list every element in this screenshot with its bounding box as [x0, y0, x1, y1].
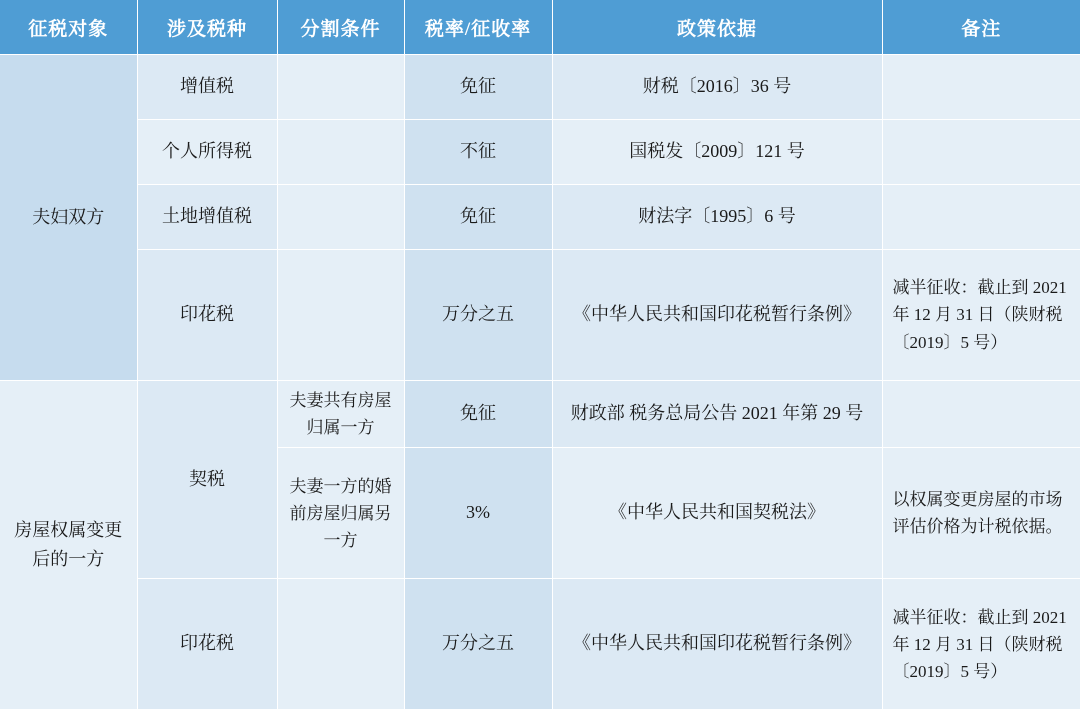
- cell-rate: 免征: [404, 55, 552, 120]
- cell-remark: [882, 120, 1080, 185]
- cell-rate: 万分之五: [404, 579, 552, 710]
- cell-remark: [882, 185, 1080, 250]
- cell-remark: 以权属变更房屋的市场评估价格为计税依据。: [882, 448, 1080, 579]
- table-row: [0, 250, 1080, 381]
- cell-policy-basis: 国税发〔2009〕121 号: [552, 120, 882, 185]
- table-row: [0, 55, 1080, 120]
- table-header-row: [0, 0, 1080, 55]
- group-label-transferee: 房屋权属变更后的一方: [0, 381, 137, 710]
- column-header-object: 征税对象: [0, 0, 137, 55]
- cell-policy-basis: 财法字〔1995〕6 号: [552, 185, 882, 250]
- cell-policy-basis: 财政部 税务总局公告 2021 年第 29 号: [552, 381, 882, 448]
- cell-tax-type: 增值税: [137, 55, 277, 120]
- cell-split-condition: [277, 185, 404, 250]
- cell-split-condition: [277, 120, 404, 185]
- cell-tax-type: 土地增值税: [137, 185, 277, 250]
- cell-split-condition: [277, 579, 404, 710]
- group-label-spouses: 夫妇双方: [0, 55, 137, 381]
- cell-policy-basis: 《中华人民共和国契税法》: [552, 448, 882, 579]
- table-body: [0, 55, 1080, 710]
- cell-rate: 万分之五: [404, 250, 552, 381]
- cell-split-condition: [277, 55, 404, 120]
- cell-rate: 免征: [404, 185, 552, 250]
- table-row: [0, 120, 1080, 185]
- column-header-tax-type: 涉及税种: [137, 0, 277, 55]
- table-row: [0, 185, 1080, 250]
- cell-tax-type: 印花税: [137, 250, 277, 381]
- cell-tax-type: 印花税: [137, 579, 277, 710]
- cell-policy-basis: 《中华人民共和国印花税暂行条例》: [552, 250, 882, 381]
- column-header-policy-basis: 政策依据: [552, 0, 882, 55]
- cell-remark: [882, 55, 1080, 120]
- cell-split-condition: 夫妻共有房屋归属一方: [277, 381, 404, 448]
- cell-split-condition: 夫妻一方的婚前房屋归属另一方: [277, 448, 404, 579]
- table-header: [0, 0, 1080, 55]
- table-row: [0, 579, 1080, 710]
- cell-remark: 减半征收：截止到 2021 年 12 月 31 日（陕财税〔2019〕5 号）: [882, 250, 1080, 381]
- column-header-split-condition: 分割条件: [277, 0, 404, 55]
- cell-policy-basis: 财税〔2016〕36 号: [552, 55, 882, 120]
- column-header-rate: 税率/征收率: [404, 0, 552, 55]
- column-header-remark: 备注: [882, 0, 1080, 55]
- cell-rate: 不征: [404, 120, 552, 185]
- cell-remark: 减半征收：截止到 2021 年 12 月 31 日（陕财税〔2019〕5 号）: [882, 579, 1080, 710]
- table-row: [0, 381, 1080, 448]
- cell-rate: 3%: [404, 448, 552, 579]
- cell-policy-basis: 《中华人民共和国印花税暂行条例》: [552, 579, 882, 710]
- cell-tax-type: 契税: [137, 381, 277, 579]
- cell-rate: 免征: [404, 381, 552, 448]
- cell-remark: [882, 381, 1080, 448]
- cell-split-condition: [277, 250, 404, 381]
- cell-tax-type: 个人所得税: [137, 120, 277, 185]
